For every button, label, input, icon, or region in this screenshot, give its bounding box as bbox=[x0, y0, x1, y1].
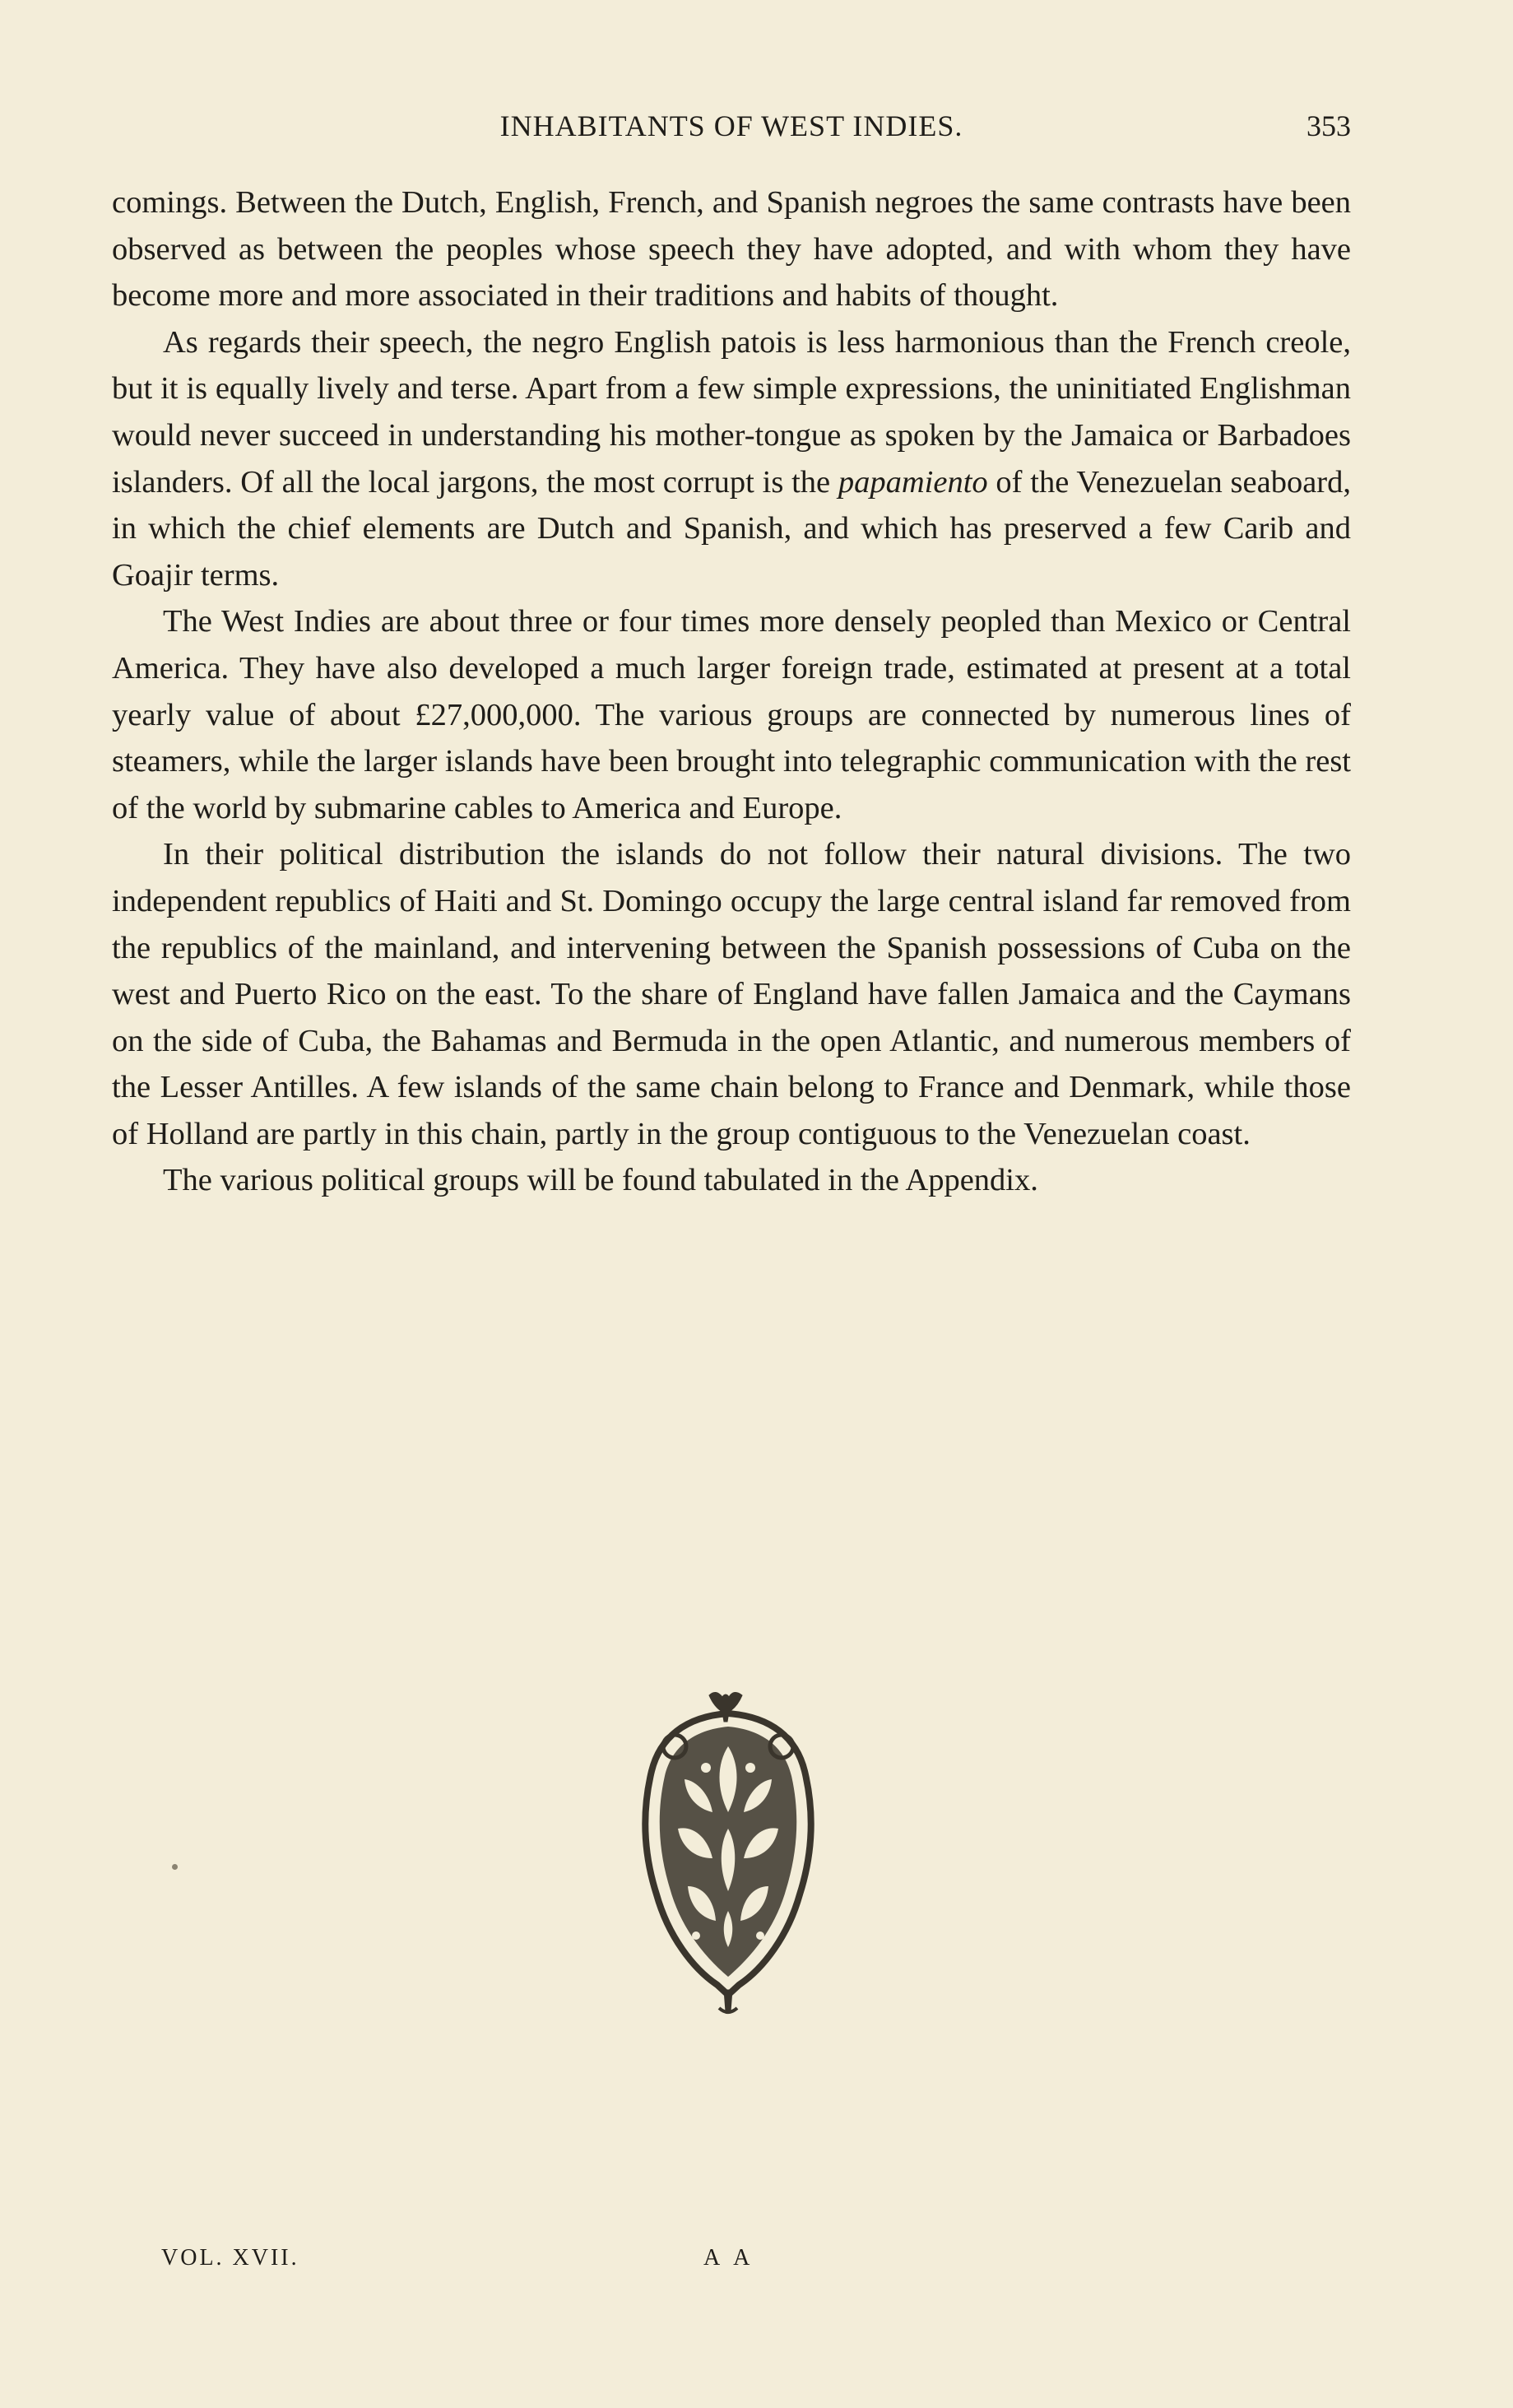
body-text bbox=[112, 179, 1351, 1204]
paragraph-continuation: comings. Between the Dutch, English, French, and Spanish negroes the same contrasts have been observed as between the peoples whose speech they have adopted, and with whom they have become more and more associated in their traditions and habits of thought. bbox=[112, 185, 1351, 314]
paragraph-speech-start: As regards their speech, the negro English patois is less harmonious than the French creole, but it is equally lively and terse. Apart from a few simple expressions, the uninitiated Englishman would never succeed in understanding his mother-tongue as spoken by the Jamaica or Barbadoes islanders. Of all the local jargons, the most corrupt is the bbox=[112, 324, 1351, 500]
paragraph-speech-end: of the Venezuelan seaboard, in which the chief elements are Dutch and Spanish, and which has preserved a few Carib and Goajir terms. bbox=[112, 464, 1351, 593]
footer-volume: VOL. XVII. bbox=[161, 2245, 299, 2271]
running-head bbox=[112, 105, 1351, 155]
footer-signature-mark: A A bbox=[703, 2245, 755, 2271]
papamiento-term: papamiento bbox=[838, 464, 988, 500]
stray-ink-dot bbox=[172, 1864, 178, 1870]
paragraph-population-trade: The West Indies are about three or four times more densely peopled than Mexico or Central America. They have also developed a much larger foreign trade, estimated at present at a total yearly value of about £27,000,000. The various groups are connected by numerous lines of steamers, while the larger islands have been brought into telegraphic communication with the rest of the world by submarine cables to America and Europe. bbox=[112, 604, 1351, 825]
floral-tailpiece-ornament-icon bbox=[627, 1689, 829, 2016]
paragraph-political-distribution: In their political distribution the islands do not follow their natural divisions. The two independent republics of Haiti and St. Domingo occupy the large central island far removed from the republics of the mainland, and intervening between the Spanish possessions of Cuba on the west and Puerto Rico on the east. To the share of England have fallen Jamaica and the Caymans on the side of Cuba, the Bahamas and Bermuda in the open Atlantic, and numerous members of the Lesser Antilles. A few islands of the same chain belong to France and Denmark, while those of Holland are partly in this chain, partly in the group contiguous to the Venezuelan coast. bbox=[112, 837, 1351, 1151]
paragraph-speech bbox=[112, 319, 1351, 599]
running-title: INHABITANTS OF WEST INDIES. bbox=[499, 109, 963, 142]
page-number: 353 bbox=[1306, 109, 1351, 142]
paragraph-appendix-note: The various political groups will be found tabulated in the Appendix. bbox=[163, 1163, 1038, 1198]
